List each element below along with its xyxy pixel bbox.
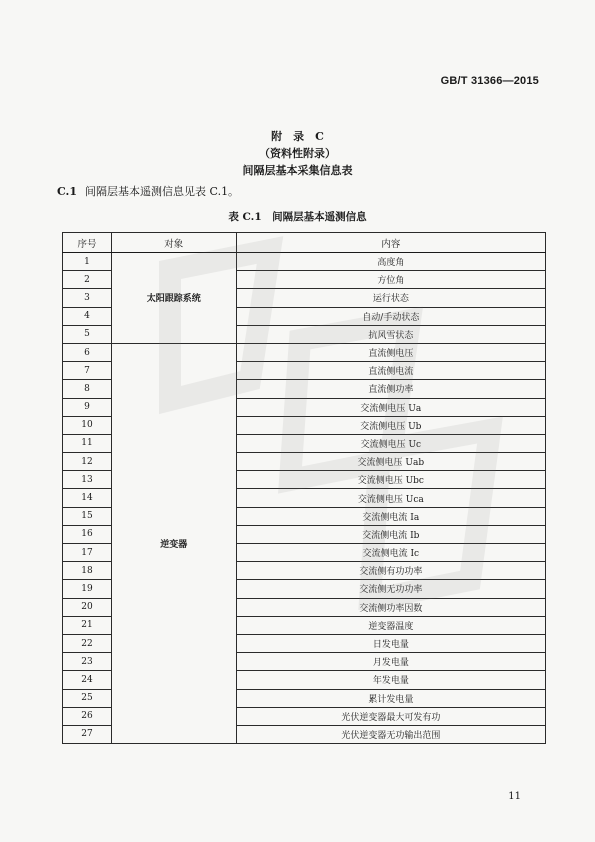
header-no: 序号 [63,233,112,253]
table-caption: 表 C.1 间隔层基本遥测信息 [228,211,367,223]
row-number: 3 [63,289,112,307]
row-number: 26 [63,707,112,725]
row-number: 8 [63,380,112,398]
row-number: 2 [63,271,112,289]
row-content: 方位角 [236,271,545,289]
row-number: 6 [63,343,112,361]
row-content: 交流侧电压 Ubc [236,471,545,489]
row-number: 18 [63,562,112,580]
row-content: 直流侧功率 [236,380,545,398]
telemetry-table [62,232,546,744]
row-content: 光伏逆变器最大可发有功 [236,707,545,725]
row-content: 交流侧电流 Ic [236,544,545,562]
row-content: 交流侧电压 Uc [236,434,545,452]
standard-code: GB/T 31366—2015 [440,75,539,87]
row-content: 年发电量 [236,671,545,689]
table-row [63,253,546,271]
row-content: 直流侧电压 [236,343,545,361]
section-number: C.1 [57,185,78,198]
table-body [63,253,546,744]
row-number: 22 [63,634,112,652]
page-number: 11 [508,791,521,802]
row-number: 25 [63,689,112,707]
row-number: 16 [63,525,112,543]
row-content: 高度角 [236,253,545,271]
row-number: 20 [63,598,112,616]
header-content: 内容 [236,233,545,253]
row-number: 19 [63,580,112,598]
intro-text: 间隔层基本遥测信息见表 C.1。 [85,185,240,198]
row-number: 10 [63,416,112,434]
appendix-name: 间隔层基本采集信息表 [242,164,353,177]
row-content: 运行状态 [236,289,545,307]
appendix-subtitle: （资料性附录） [259,147,336,160]
row-content: 交流侧电压 Uab [236,453,545,471]
row-content: 逆变器温度 [236,616,545,634]
table-row [63,343,546,361]
row-number: 9 [63,398,112,416]
row-number: 23 [63,653,112,671]
row-content: 直流侧电流 [236,362,545,380]
row-number: 7 [63,362,112,380]
row-content: 交流侧电压 Uca [236,489,545,507]
table-header-row [63,233,546,253]
intro-paragraph [57,183,239,199]
row-content: 抗风雪状态 [236,325,545,343]
row-content: 光伏逆变器无功输出范围 [236,725,545,743]
row-object: 太阳跟踪系统 [111,253,236,344]
row-number: 1 [63,253,112,271]
row-number: 15 [63,507,112,525]
appendix-title: 附 录 C [271,130,324,143]
row-content: 交流侧电压 Ua [236,398,545,416]
row-number: 21 [63,616,112,634]
row-content: 交流侧电压 Ub [236,416,545,434]
header-object: 对象 [111,233,236,253]
row-content: 交流侧有功功率 [236,562,545,580]
row-content: 累计发电量 [236,689,545,707]
row-number: 13 [63,471,112,489]
row-content: 交流侧电流 Ib [236,525,545,543]
row-number: 27 [63,725,112,743]
row-number: 24 [63,671,112,689]
row-number: 12 [63,453,112,471]
appendix-heading [0,128,595,179]
row-content: 交流侧功率因数 [236,598,545,616]
row-content: 日发电量 [236,634,545,652]
row-content: 交流侧无功功率 [236,580,545,598]
row-content: 交流侧电流 Ia [236,507,545,525]
row-number: 11 [63,434,112,452]
row-number: 4 [63,307,112,325]
row-number: 5 [63,325,112,343]
row-content: 自动/手动状态 [236,307,545,325]
row-content: 月发电量 [236,653,545,671]
row-number: 14 [63,489,112,507]
row-object: 逆变器 [111,343,236,743]
row-number: 17 [63,544,112,562]
